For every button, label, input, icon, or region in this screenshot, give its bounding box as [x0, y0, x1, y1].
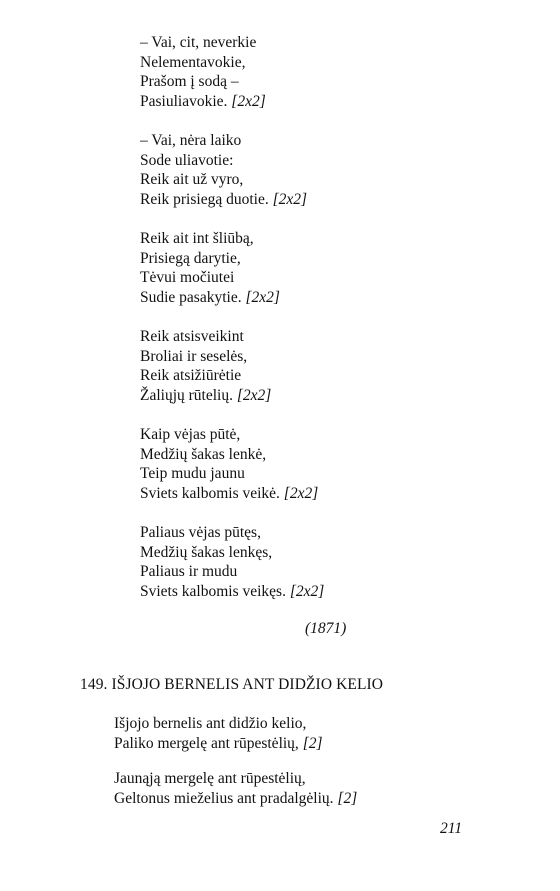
verse-line: Medžių šakas lenkęs,: [140, 543, 273, 561]
verse-line: Broliai ir seselės,: [140, 347, 248, 365]
repeat-mark: [2x2]: [236, 386, 272, 404]
verse-line: Reik atsisveikint: [140, 328, 244, 345]
verse-line: Paliaus ir mudu: [140, 563, 238, 580]
verse-line: Jaunąją mergelę ant rūpestėlių,: [114, 770, 306, 787]
stanza-1: [140, 33, 266, 111]
verse-line: – Vai, cit, neverkie: [140, 34, 257, 51]
verse-line: Sode uliavotie:: [140, 151, 234, 169]
verse-line-last: Sviets kalbomis veikė. [2x2]: [140, 484, 319, 502]
verse-line: Reik atsižiūrėtie: [140, 367, 242, 384]
verse-line-last: Žaliųjų rūtelių. [2x2]: [140, 386, 272, 404]
repeat-mark: [2x2]: [283, 484, 319, 502]
song-date: (1871): [305, 620, 347, 637]
verse-line: Reik ait int šliūbą,: [140, 230, 254, 247]
verse-line-last: Pasiuliavokie. [2x2]: [140, 92, 266, 110]
page-number: 211: [440, 820, 463, 837]
verse-line: Medžių šakas lenkė,: [140, 445, 267, 463]
verse-line-last: Paliko mergelę ant rūpestėlių, [2]: [114, 734, 323, 752]
verse-line-last: Reik prisiegą duotie. [2x2]: [140, 190, 308, 208]
repeat-mark: [2]: [337, 789, 358, 807]
verse-line: Reik ait už vyro,: [140, 171, 244, 188]
verse-line: Nelementavokie,: [140, 53, 246, 71]
stanza-4: [140, 327, 271, 405]
verse-line-last: Geltonus mieželius ant pradalgėlių. [2]: [114, 789, 358, 807]
stanza-6: [140, 523, 324, 601]
stanza-149-1: [114, 714, 323, 753]
verse-line: Išjojo bernelis ant didžio kelio,: [114, 715, 307, 732]
verse-line-last: Sudie pasakytie. [2x2]: [140, 288, 280, 306]
verse-line-last: Sviets kalbomis veikęs. [2x2]: [140, 582, 325, 600]
song-title: 149. IŠJOJO BERNELIS ANT DIDŽIO KELIO: [80, 676, 384, 693]
verse-line: Teip mudu jaunu: [140, 465, 245, 482]
repeat-mark: [2x2]: [289, 582, 325, 600]
repeat-mark: [2x2]: [231, 92, 266, 110]
stanza-5: [140, 425, 318, 503]
verse-line: Prašom į sodą –: [140, 73, 239, 90]
repeat-mark: [2x2]: [245, 288, 280, 306]
verse-line: Kaip vėjas pūtė,: [140, 426, 241, 443]
stanza-2: [140, 131, 307, 209]
verse-line: Paliaus vėjas pūtęs,: [140, 524, 261, 541]
stanza-149-2: [114, 769, 357, 808]
repeat-mark: [2x2]: [272, 190, 308, 208]
verse-line: – Vai, nėra laiko: [140, 132, 242, 149]
verse-line: Tėvui močiutei: [140, 269, 235, 286]
verse-line: Prisiegą darytie,: [140, 249, 241, 267]
repeat-mark: [2]: [302, 734, 323, 752]
stanza-3: [140, 229, 280, 307]
